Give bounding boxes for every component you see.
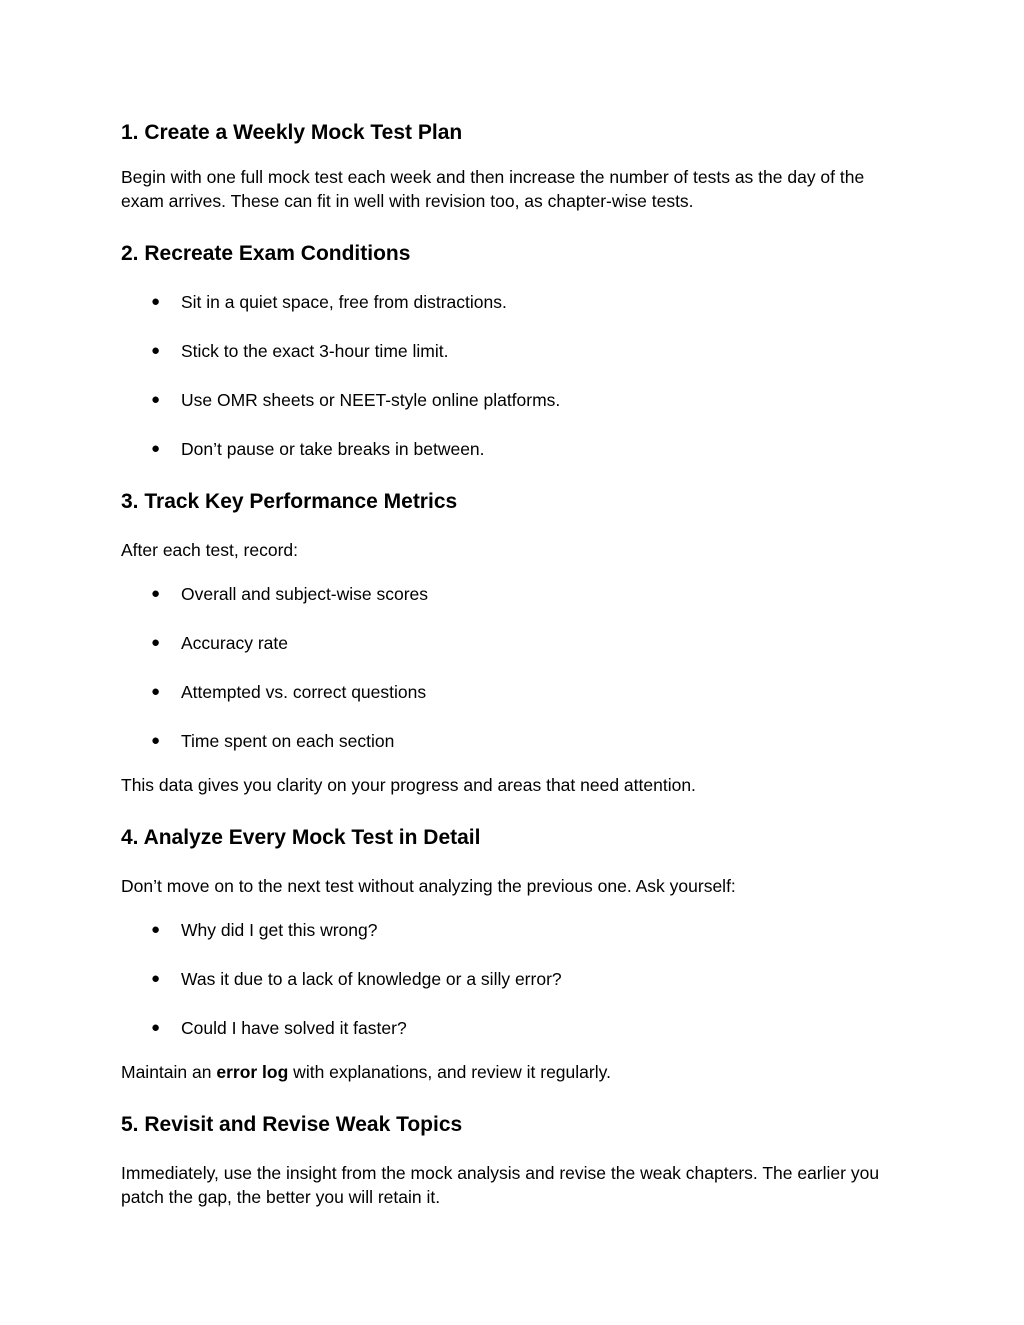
list-item — [121, 582, 911, 606]
section-3-bullet-list — [121, 582, 911, 753]
list-item — [121, 680, 911, 704]
section-3-heading: 3. Track Key Performance Metrics — [121, 490, 458, 513]
section-4-intro: Don’t move on to the next test without analyzing the previous one. Ask yourself: — [121, 876, 736, 896]
section-2-heading: 2. Recreate Exam Conditions — [121, 242, 411, 265]
list-item — [121, 437, 911, 461]
list-item-text: Sit in a quiet space, free from distractions. — [181, 292, 507, 312]
list-item — [121, 339, 911, 363]
section-4-heading: 4. Analyze Every Mock Test in Detail — [121, 826, 481, 849]
bullet-icon: ● — [151, 921, 161, 938]
list-item-text: Overall and subject-wise scores — [181, 584, 429, 604]
list-item-text: Could I have solved it faster? — [181, 1018, 407, 1038]
bullet-icon: ● — [151, 391, 161, 408]
section-1-paragraph: Begin with one full mock test each week and then increase the number of tests as the day of the exam arrives. These can fit in well with revision too, as chapter-wise tests. — [121, 167, 865, 211]
section-3-outro: This data gives you clarity on your progress and areas that need attention. — [121, 775, 696, 795]
list-item — [121, 631, 911, 655]
section-2-bullet-list — [121, 290, 911, 461]
section-1-heading: 1. Create a Weekly Mock Test Plan — [121, 121, 463, 144]
section-5-paragraph: Immediately, use the insight from the mock analysis and revise the weak chapters. The earlier you patch the gap, the better you will retain it. — [121, 1163, 880, 1207]
list-item — [121, 388, 911, 412]
bullet-icon: ● — [151, 634, 161, 651]
section-4-bullet-list — [121, 918, 911, 1040]
list-item-text: Use OMR sheets or NEET-style online platforms. — [181, 390, 561, 410]
list-item-text: Time spent on each section — [181, 731, 395, 751]
bullet-icon: ● — [151, 585, 161, 602]
list-item-text: Accuracy rate — [181, 633, 288, 653]
bullet-icon: ● — [151, 293, 161, 310]
outro-suffix: with explanations, and review it regularly. — [288, 1062, 611, 1082]
list-item — [121, 918, 911, 942]
section-4-outro — [121, 1060, 911, 1084]
list-item-text: Was it due to a lack of knowledge or a silly error? — [181, 969, 562, 989]
bullet-icon: ● — [151, 683, 161, 700]
outro-prefix: Maintain an — [121, 1062, 217, 1082]
section-5-heading: 5. Revisit and Revise Weak Topics — [121, 1113, 463, 1136]
list-item — [121, 729, 911, 753]
list-item — [121, 290, 911, 314]
list-item — [121, 1016, 911, 1040]
bullet-icon: ● — [151, 342, 161, 359]
list-item-text: Why did I get this wrong? — [181, 920, 378, 940]
document-body — [121, 118, 911, 1209]
bullet-icon: ● — [151, 440, 161, 457]
list-item-text: Don’t pause or take breaks in between. — [181, 439, 485, 459]
section-3-intro: After each test, record: — [121, 540, 299, 560]
list-item-text: Attempted vs. correct questions — [181, 682, 427, 702]
list-item — [121, 967, 911, 991]
bullet-icon: ● — [151, 970, 161, 987]
list-item-text: Stick to the exact 3-hour time limit. — [181, 341, 449, 361]
bullet-icon: ● — [151, 732, 161, 749]
error-log-emphasis: error log — [216, 1062, 289, 1082]
bullet-icon: ● — [151, 1019, 161, 1036]
